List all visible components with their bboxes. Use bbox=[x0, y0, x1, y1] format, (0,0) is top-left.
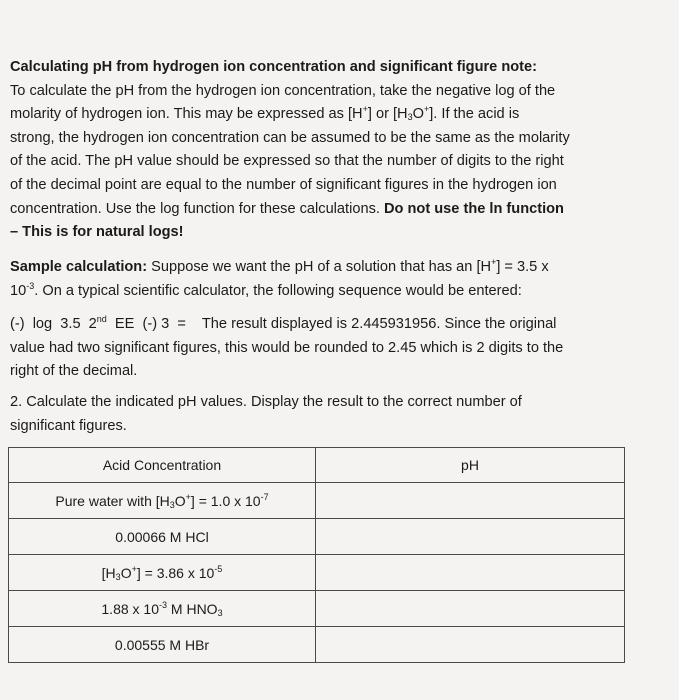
intro-paragraph bbox=[10, 56, 570, 245]
table-row bbox=[9, 627, 625, 663]
header-acid-concentration: Acid Concentration bbox=[9, 448, 316, 483]
table-header-row bbox=[9, 448, 625, 483]
key-sequence: (-) log 3.5 2nd EE (-) 3 = bbox=[10, 314, 186, 332]
ph-answer-cell[interactable] bbox=[316, 483, 625, 519]
table-row bbox=[9, 555, 625, 591]
acid-cell: $[H_3O^+] = 3.86$ x $10^{-5}$ bbox=[9, 555, 316, 591]
ph-answer-cell[interactable] bbox=[316, 519, 625, 555]
sample-label: Sample calculation: bbox=[10, 259, 148, 275]
intro-heading: Calculating pH from hydrogen ion concentration and significant figure note: bbox=[10, 59, 538, 75]
intro-line: of the acid. The pH value should be expressed so that the number of digits to the right bbox=[10, 153, 564, 170]
intro-line: molarity of hydrogen ion. This may be expressed as [H+] or $[H_3O^+]$. If the acid is bbox=[10, 104, 520, 123]
acid-cell: 1.88 x $10^{-3}$ M $HNO_3$ bbox=[9, 591, 316, 627]
intro-line: To calculate the pH from the hydrogen ion concentration, take the negative log of the bbox=[10, 82, 556, 99]
acid-cell: Pure water with $[H_3O^+] = 1.0$ x $10^{-7}$ bbox=[9, 483, 316, 519]
acid-cell: 0.00066 M HCl bbox=[9, 519, 316, 555]
intro-line: – This is for natural logs! bbox=[10, 224, 184, 241]
ph-table bbox=[8, 447, 625, 663]
question-2: 2. Calculate the indicated pH values. Display the result to the correct number of significant figures. bbox=[10, 394, 522, 434]
intro-line: of the decimal point are equal to the number of significant figures in the hydrogen ion bbox=[10, 176, 557, 193]
table-row bbox=[9, 519, 625, 555]
intro-line: concentration. Use the log function for these calculations. Do not use the ln function bbox=[10, 200, 564, 217]
ph-answer-cell[interactable] bbox=[316, 627, 625, 663]
ph-answer-cell[interactable] bbox=[316, 555, 625, 591]
ph-answer-cell[interactable] bbox=[316, 591, 625, 627]
table-row bbox=[9, 483, 625, 519]
key-sequence-paragraph: (-) log 3.5 2nd EE (-) 3 = The result displayed is 2.445931956. Since the original value had two significant figures, this would be rounded to 2.45 which is 2 digits to the right of the decimal. bbox=[10, 314, 564, 380]
table-row bbox=[9, 591, 625, 627]
header-ph: pH bbox=[316, 448, 625, 483]
sample-calculation: Sample calculation: Suppose we want the pH of a solution that has an [H+] = 3.5 x $10^{-3}$. On a typical scientific calculator, the following sequence would be entered: bbox=[10, 257, 549, 299]
intro-line: strong, the hydrogen ion concentration can be assumed to be the same as the molarity bbox=[10, 129, 570, 146]
acid-cell: 0.00555 M HBr bbox=[9, 627, 316, 663]
